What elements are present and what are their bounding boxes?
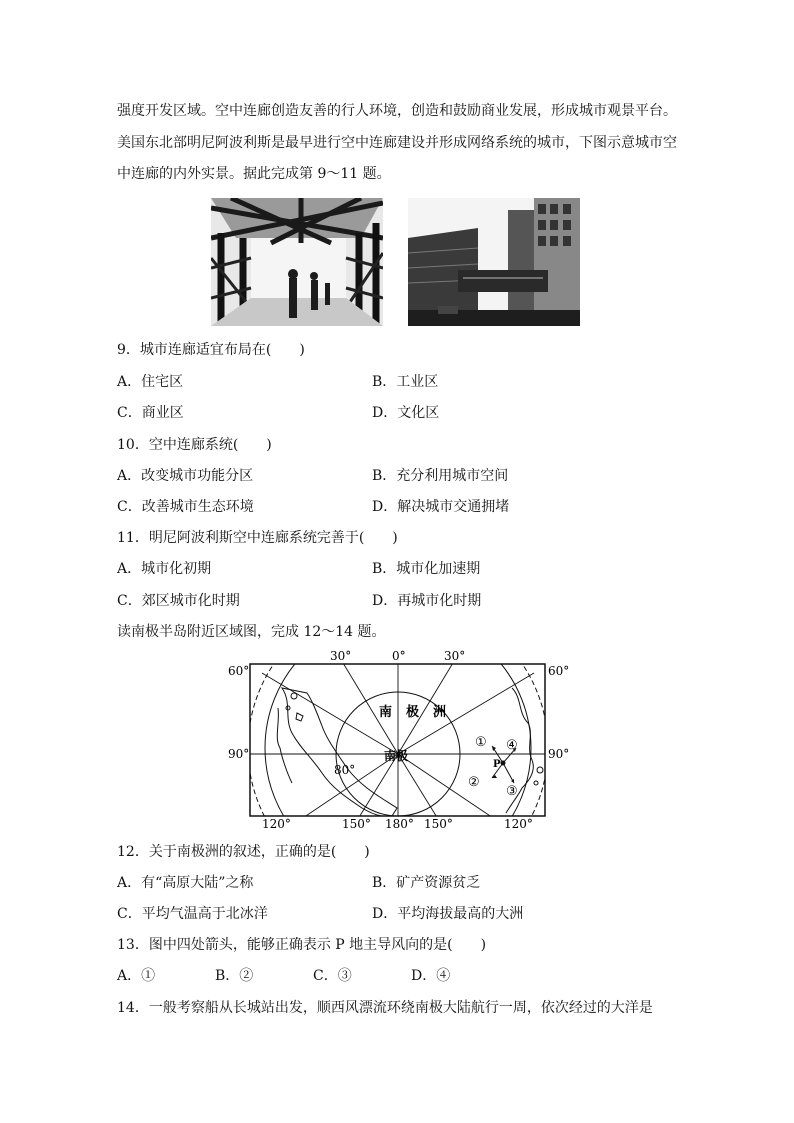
q9-option-b[interactable]: B．工业区 (372, 374, 439, 390)
label-180: 180° (385, 817, 414, 831)
label-pole: 南极 (384, 749, 409, 763)
label-150-right: 150° (424, 817, 453, 831)
q9-option-c[interactable]: C．商业区 (117, 405, 184, 421)
q13-option-c[interactable]: C．③ (313, 968, 352, 984)
q12-stem: 12．关于南极洲的叙述，正确的是( ) (117, 844, 370, 860)
q13-stem: 13．图中四处箭头，能够正确表示 P 地主导风向的是( ) (117, 937, 487, 953)
label-arrow-3: ③ (506, 784, 518, 799)
q12-option-d[interactable]: D．平均海拔最高的大洲 (372, 906, 524, 922)
q11-option-a[interactable]: A．城市化初期 (117, 561, 212, 577)
skyway-exterior-photo (408, 198, 580, 326)
q10-option-d[interactable]: D．解决城市交通拥堵 (372, 499, 510, 515)
label-arrow-4: ④ (506, 738, 518, 753)
label-30-left: 30° (330, 649, 352, 663)
q12-option-c[interactable]: C．平均气温高于北冰洋 (117, 906, 268, 922)
label-lat-top-left: 60° (228, 664, 250, 678)
q13-option-a[interactable]: A．① (117, 968, 156, 984)
q11-option-d[interactable]: D．再城市化时期 (372, 593, 482, 609)
label-continent-1: 南 (379, 705, 393, 720)
intro-line-2: 美国东北部明尼阿波利斯是最早进行空中连廊建设并形成网络系统的城市，下图示意城市空 (117, 135, 677, 151)
q10-option-b[interactable]: B．充分利用城市空间 (372, 468, 509, 484)
intro-2: 读南极半岛附近区域图，完成 12～14 题。 (117, 624, 386, 640)
label-arrow-2: ② (468, 775, 480, 790)
label-0: 0° (392, 649, 406, 663)
q9-stem: 9．城市连廊适宜布局在( ) (117, 342, 305, 358)
label-arrow-1: ① (475, 735, 487, 750)
label-120-left: 120° (262, 817, 291, 831)
q11-stem: 11．明尼阿波利斯空中连廊系统完善于( ) (117, 530, 398, 546)
q13-option-d[interactable]: D．④ (411, 968, 451, 984)
label-continent-2: 极 (406, 705, 420, 720)
label-continent-3: 洲 (433, 705, 447, 720)
q10-option-a[interactable]: A．改变城市功能分区 (117, 468, 254, 484)
skyway-interior-photo (211, 198, 383, 326)
label-150-left: 150° (342, 817, 371, 831)
q9-option-a[interactable]: A．住宅区 (117, 374, 184, 390)
q14-stem: 14．一般考察船从长城站出发，顺西风漂流环绕南极大陆航行一周，依次经过的大洋是 (117, 1000, 653, 1016)
q12-option-a[interactable]: A．有“高原大陆”之称 (117, 875, 254, 891)
q12-option-b[interactable]: B．矿产资源贫乏 (372, 875, 481, 891)
q10-option-c[interactable]: C．改善城市生态环境 (117, 499, 254, 515)
intro-line-1: 强度开发区域。空中连廊创造友善的行人环境，创造和鼓励商业发展，形成城市观景平台。 (117, 103, 677, 119)
q9-option-d[interactable]: D．文化区 (372, 405, 440, 421)
label-point-p: P (493, 759, 501, 770)
antarctic-map (222, 648, 574, 832)
q13-option-b[interactable]: B．② (215, 968, 254, 984)
q11-option-b[interactable]: B．城市化加速期 (372, 561, 481, 577)
q10-stem: 10．空中连廊系统( ) (117, 437, 272, 453)
label-lat-top-right: 60° (548, 664, 570, 678)
label-30-right: 30° (444, 649, 466, 663)
label-lat-mid-left: 90° (228, 747, 250, 761)
q11-option-c[interactable]: C．郊区城市化时期 (117, 593, 240, 609)
label-120-right: 120° (504, 817, 533, 831)
label-lat-mid-right: 90° (548, 747, 570, 761)
label-80: 80° (334, 763, 356, 777)
intro-line-3: 中连廊的内外实景。据此完成第 9～11 题。 (117, 166, 391, 182)
